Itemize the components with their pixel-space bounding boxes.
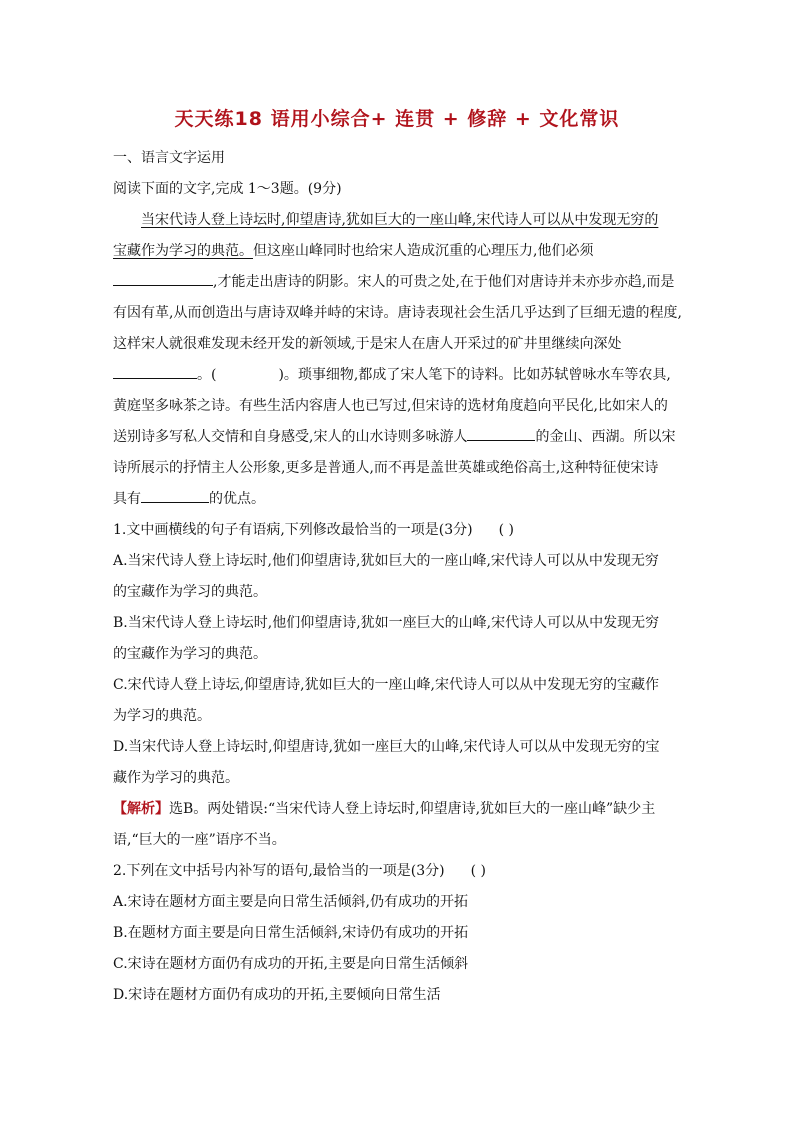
passage-line-8: 送别诗多写私人交情和自身感受,宋人的山水诗则多咏游人 的金山、西湖。所以宋 (113, 426, 675, 446)
passage-line-4: 有因有革,从而创造出与唐诗双峰并峙的宋诗。唐诗表现社会生活几乎达到了巨细无遗的程度, (113, 305, 682, 321)
q1-option-c-line-1: C.宋代诗人登上诗坛,仰望唐诗,犹如巨大的一座山峰,宋代诗人可以从中发现无穷的宝藏作 (113, 677, 660, 693)
q1-option-b-line-2: 的宝藏作为学习的典范。 (113, 646, 267, 662)
question-1-stem: 1.文中画横线的句子有语病,下列修改最恰当的一项是(3分) ( ) (113, 522, 515, 538)
q1-option-c-line-2: 为学习的典范。 (113, 708, 211, 724)
analysis-line-2: 语,“巨大的一座”语序不当。 (113, 832, 286, 848)
q2-option-d: D.宋诗在题材方面仍有成功的开拓,主要倾向日常生活 (113, 987, 441, 1003)
q2-option-a: A.宋诗在题材方面主要是向日常生活倾斜,仍有成功的开拓 (113, 894, 469, 910)
passage-line-1 (141, 209, 658, 229)
fill-blank-2 (113, 364, 197, 379)
passage-line-7: 黄庭坚多咏茶之诗。有些生活内容唐人也已写过,但宋诗的选材角度趋向平民化,比如宋人的 (113, 398, 668, 414)
passage-line-5: 这样宋人就很难发现未经开发的新领域,于是宋人在唐人开采过的矿井里继续向深处 (113, 336, 622, 352)
passage-line-3: ,才能走出唐诗的阴影。宋人的可贵之处,在于他们对唐诗并未亦步亦趋,而是 (113, 271, 674, 291)
question-2-stem: 2.下列在文中括号内补写的语句,最恰当的一项是(3分) ( ) (113, 863, 487, 879)
q1-option-a-line-2: 的宝藏作为学习的典范。 (113, 584, 267, 600)
section-heading: 一、语言文字运用 (113, 150, 225, 166)
passage-line-9: 诗所展示的抒情主人公形象,更多是普通人,而不再是盖世英雄或绝俗高士,这种特征使宋诗 (113, 460, 659, 476)
underlined-sentence: 当宋代诗人登上诗坛时,仰望唐诗,犹如巨大的一座山峰,宋代诗人可以从中发现无穷的 (141, 212, 659, 228)
q1-option-a-line-1: A.当宋代诗人登上诗坛时,他们仰望唐诗,犹如巨大的一座山峰,宋代诗人可以从中发现无穷 (113, 553, 659, 569)
reading-instruction: 阅读下面的文字,完成 1～3题。(9分) (113, 181, 342, 197)
underlined-sentence-end: 宝藏作为学习的典范。 (113, 243, 253, 259)
fill-blank-4 (141, 488, 209, 503)
q2-option-c: C.宋诗在题材方面仍有成功的开拓,主要是向日常生活倾斜 (113, 956, 469, 972)
page-title: 天天练18 语用小综合+ 连贯 + 修辞 + 文化常识 (174, 108, 620, 130)
answer-paren: ( ) (498, 522, 515, 538)
analysis-line-1: 【解析】选B。两处错误:“当宋代诗人登上诗坛时,仰望唐诗,犹如巨大的一座山峰”缺少主 (113, 801, 656, 817)
q1-option-b-line-1: B.当宋代诗人登上诗坛时,他们仰望唐诗,犹如一座巨大的山峰,宋代诗人可以从中发现无穷 (113, 615, 660, 631)
fill-blank-1 (113, 271, 213, 286)
answer-paren: ( ) (470, 863, 487, 879)
analysis-label: 【解析】 (113, 801, 169, 817)
passage-line-10: 具有 的优点。 (113, 488, 265, 508)
q2-option-b: B.在题材方面主要是向日常生活倾斜,宋诗仍有成功的开拓 (113, 925, 469, 941)
passage-line-6: 。( )。琐事细物,都成了宋人笔下的诗料。比如苏轼曾咏水车等农具, (113, 364, 671, 384)
q1-option-d-line-2: 藏作为学习的典范。 (113, 770, 239, 786)
fill-blank-3 (467, 426, 535, 441)
passage-line-2: 宝藏作为学习的典范。但这座山峰同时也给宋人造成沉重的心理压力,他们必须 (113, 243, 594, 259)
q1-option-d-line-1: D.当宋代诗人登上诗坛时,仰望唐诗,犹如一座巨大的山峰,宋代诗人可以从中发现无穷的宝 (113, 739, 660, 755)
